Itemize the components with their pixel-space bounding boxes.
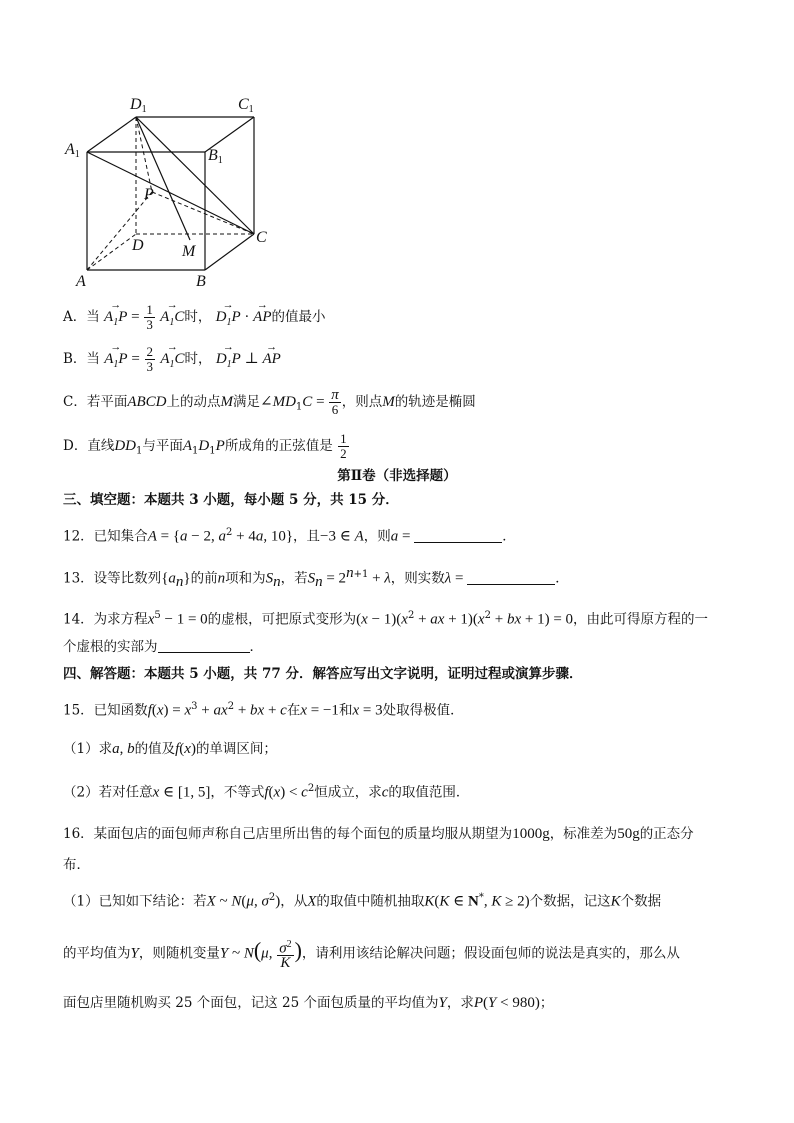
fraction: $\frac{1}{3}$	[146, 302, 153, 332]
question-12: 12．已知集合A = {a − 2, $a^2 + 4a$, 10}，且−3 ∈ A，则a = ．	[63, 527, 516, 545]
question-16-line2: 布．	[63, 857, 90, 873]
fraction: $\frac{\sigma^2}{K}$	[279, 939, 292, 972]
fraction: $\frac{1}{2}$	[340, 431, 347, 461]
question-13: 13．设等比数列$\{a_n\}$的前n项和为$S_n$，若$S_n = 2^{n+1} + \lambda$，则实数λ = ．	[63, 565, 569, 591]
question-14-line2: 个虚根的实部为 ．	[63, 639, 263, 655]
label-d1: D1	[130, 96, 147, 115]
answer-blank[interactable]	[414, 528, 502, 543]
option-a: A．当 → $A_1P$ = $\frac{1}{3}$ → $A_1C$时， → $D_1P$ · → AP的值最小	[63, 303, 325, 333]
label-b1: B1	[208, 147, 223, 166]
label-b: B	[196, 273, 206, 290]
cube-figure	[60, 92, 280, 292]
question-16-part1-line3: 面包店里随机购买 25 个面包，记这 25 个面包质量的平均值为Y，求P(Y < 980)；	[63, 995, 554, 1011]
option-d: D．直线$DD_1$与平面$A_1D_1P$所成角的正弦值是 $\frac{1}{2}$	[63, 431, 347, 461]
question-16-part1-line2: 的平均值为Y，则随机变量Y ~ N(μ, $\frac{\sigma^2}{K}$ )，请利用该结论解决问题；假设面包师的说法是真实的，那么从	[63, 937, 680, 972]
answer-blank[interactable]	[158, 638, 250, 653]
question-15-part2: （2）若对任意x ∈ [1, 5]，不等式$f(x) < c^2$恒成立，求c的取值范围．	[63, 783, 470, 801]
option-b: B．当 → $A_1P$ = $\frac{2}{3}$ → $A_1C$时， → $D_1P$ ⊥ → AP	[63, 345, 281, 375]
label-a1: A1	[65, 141, 80, 160]
part2-title: 第Ⅱ卷（非选择题）	[337, 468, 457, 484]
label-d: D	[132, 237, 144, 254]
question-15: 15．已知函数$f(x) = x^3 + ax^2$ + bx + c在x = −1和x = 3处取得极值．	[63, 701, 464, 719]
section4-heading: 四、解答题：本题共 5 小题，共 77 分．解答应写出文字说明，证明过程或演算步骤．	[63, 666, 583, 682]
question-16: 16．某面包店的面包师声称自己店里所出售的每个面包的质量均服从期望为1000g，标准差为50g的正态分	[63, 826, 694, 842]
question-14: 14．为求方程$x^5 - 1 = 0$的虚根，可把原式变形为$(x - 1)(x^2$ + ax + $1)(x^2$ + bx + 1) = 0，由此可得原方程的一	[63, 610, 709, 628]
fraction: $\frac{2}{3}$	[146, 344, 154, 374]
label-c1: C1	[238, 96, 254, 115]
section3-heading: 三、填空题：本题共 3 小题，每小题 5 分，共 15 分．	[63, 492, 399, 508]
question-15-part1: （1）求a, b的值及f(x)的单调区间；	[63, 741, 277, 757]
label-m: M	[182, 243, 196, 260]
label-a: A	[76, 273, 86, 290]
fraction: $\frac{\pi}{6}$	[331, 387, 339, 417]
label-c: C	[256, 229, 267, 246]
label-p: P	[144, 186, 154, 203]
question-16-part1: （1）已知如下结论：若X ~ N(μ, $\sigma^2$)，从X的取值中随机抽取K(K ∈ N*, K ≥ 2)个数据，记这K个数据	[63, 892, 662, 910]
option-c: C．若平面ABCD上的动点M满足$\angle MD_1C$ = $\frac{\pi}{6}$ ，则点M的轨迹是椭圆	[63, 387, 476, 417]
answer-blank[interactable]	[467, 570, 555, 585]
